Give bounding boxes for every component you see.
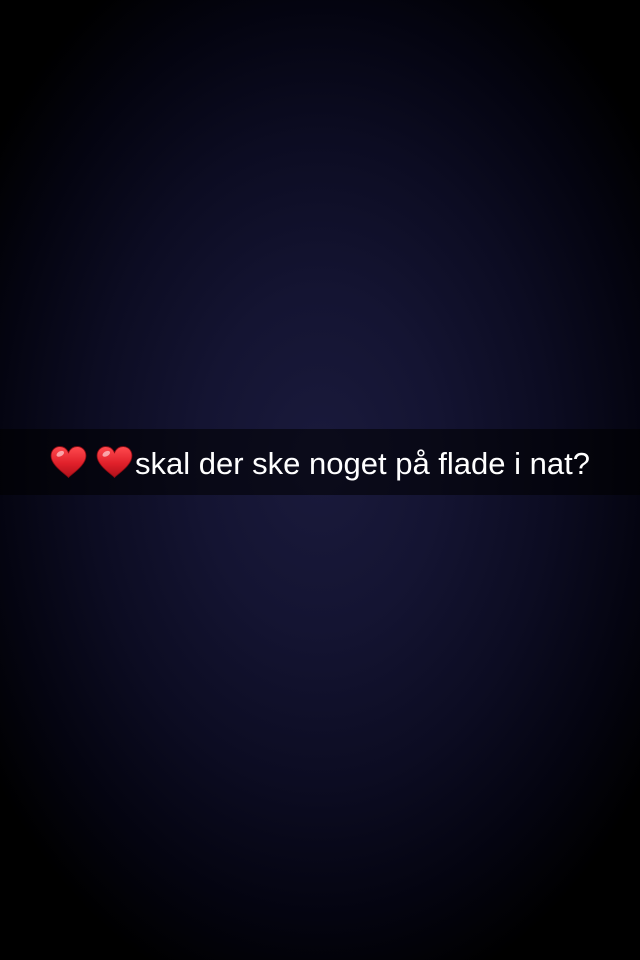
caption-bar bbox=[0, 429, 640, 495]
heart-icon bbox=[50, 445, 87, 479]
heart-icon bbox=[96, 445, 133, 479]
caption bbox=[50, 445, 590, 479]
caption-text: skal der ske noget på flade i nat? bbox=[135, 445, 590, 481]
